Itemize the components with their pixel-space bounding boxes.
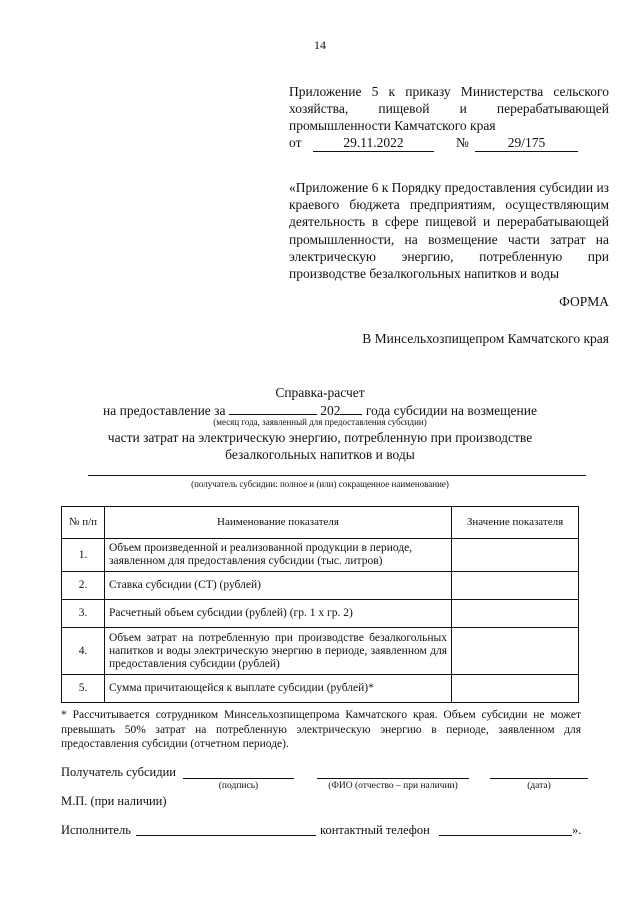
row-number: 1. (62, 539, 105, 572)
row-name: Сумма причитающейся к выплате субсидии (рублей)* (105, 675, 452, 703)
title-line4: безалкогольных напитков и воды (225, 447, 415, 462)
phone-label: контактный телефон (320, 823, 430, 837)
row-name: Объем произведенной и реализованной продукции в периоде, заявленном для предоставления субсидии (тыс. литров) (105, 539, 452, 572)
order-number: 29/175 (475, 135, 578, 152)
month-blank (229, 401, 317, 415)
row-value[interactable] (452, 628, 579, 675)
appendix-reference: Приложение 5 к приказу Министерства сельского хозяйства, пищевой и перерабатывающей промышленности Камчатского края (289, 84, 609, 133)
row-number: 3. (62, 600, 105, 628)
year-prefix: 202 (320, 403, 341, 418)
date-hint: (дата) (527, 781, 551, 791)
row-value[interactable] (452, 675, 579, 703)
table-row (62, 539, 579, 572)
table-row (62, 572, 579, 600)
fio-line[interactable] (317, 777, 469, 779)
row-number: 5. (62, 675, 105, 703)
period-prefix: на предоставление за (103, 403, 226, 418)
date-line[interactable] (490, 777, 588, 779)
executor-line[interactable] (136, 834, 316, 836)
indicators-table (61, 506, 579, 703)
header-indicator-name: Наименование показателя (105, 507, 452, 539)
stamp-label: М.П. (при наличии) (61, 794, 167, 808)
order-date: 29.11.2022 (313, 135, 434, 152)
order-date-row (289, 135, 609, 155)
phone-line[interactable] (439, 834, 572, 836)
row-value[interactable] (452, 600, 579, 628)
document-title: Справка-расчет (275, 385, 365, 400)
row-value[interactable] (452, 572, 579, 600)
row-number: 4. (62, 628, 105, 675)
addressee: В Минсельхозпищепром Камчатского края (362, 331, 609, 346)
signature-line[interactable] (183, 777, 294, 779)
header-number: № п/п (62, 507, 105, 539)
table-header-row (62, 507, 579, 539)
table-row (62, 628, 579, 675)
row-name: Расчетный объем субсидии (рублей) (гр. 1 x гр. 2) (105, 600, 452, 628)
header-indicator-value: Значение показателя (452, 507, 579, 539)
page-number: 14 (314, 38, 326, 52)
year-blank (340, 401, 362, 415)
closing-quote: ». (572, 823, 582, 837)
signature-hint: (подпись) (218, 781, 259, 791)
row-name: Объем затрат на потребленную при производстве безалкогольных напитков и воды электрическую энергию в периоде, заявленном для предоставления субсидии (рублей) (105, 628, 452, 675)
title-line3: части затрат на электрическую энергию, потребленную при производстве (107, 430, 533, 445)
recipient-name-blank (88, 474, 586, 476)
row-name: Ставка субсидии (СТ) (рублей) (105, 572, 452, 600)
month-hint: (месяц года, заявленный для предоставления субсидии) (213, 417, 427, 427)
row-value[interactable] (452, 539, 579, 572)
from-label: от (289, 135, 302, 150)
recipient-hint: (получатель субсидии: полное и (или) сокращенное наименование) (191, 479, 449, 489)
executor-label: Исполнитель (61, 823, 131, 837)
appendix6-reference: «Приложение 6 к Порядку предоставления субсидии из краевого бюджета предприятиям, осуществляющим деятельность в сфере пищевой и перерабатывающей промышленности, на возмещение части затрат на электрическую энергию, потребленную при производстве безалкогольных напитков и воды (289, 180, 609, 282)
row-number: 2. (62, 572, 105, 600)
recipient-label: Получатель субсидии (61, 765, 176, 779)
fio-hint: (ФИО (отчество – при наличии) (328, 781, 458, 791)
number-label: № (456, 135, 469, 150)
table-row (62, 675, 579, 703)
table-row (62, 600, 579, 628)
form-label: ФОРМА (559, 294, 609, 309)
period-suffix: года субсидии на возмещение (365, 403, 537, 418)
footnote: * Рассчитывается сотрудником Минсельхозпищепрома Камчатского края. Объем субсидии не может превышать 50% затрат на потребленную электрическую энергию в периоде, заявленном для предоставления субсидии (отчетном периоде). (61, 709, 581, 750)
